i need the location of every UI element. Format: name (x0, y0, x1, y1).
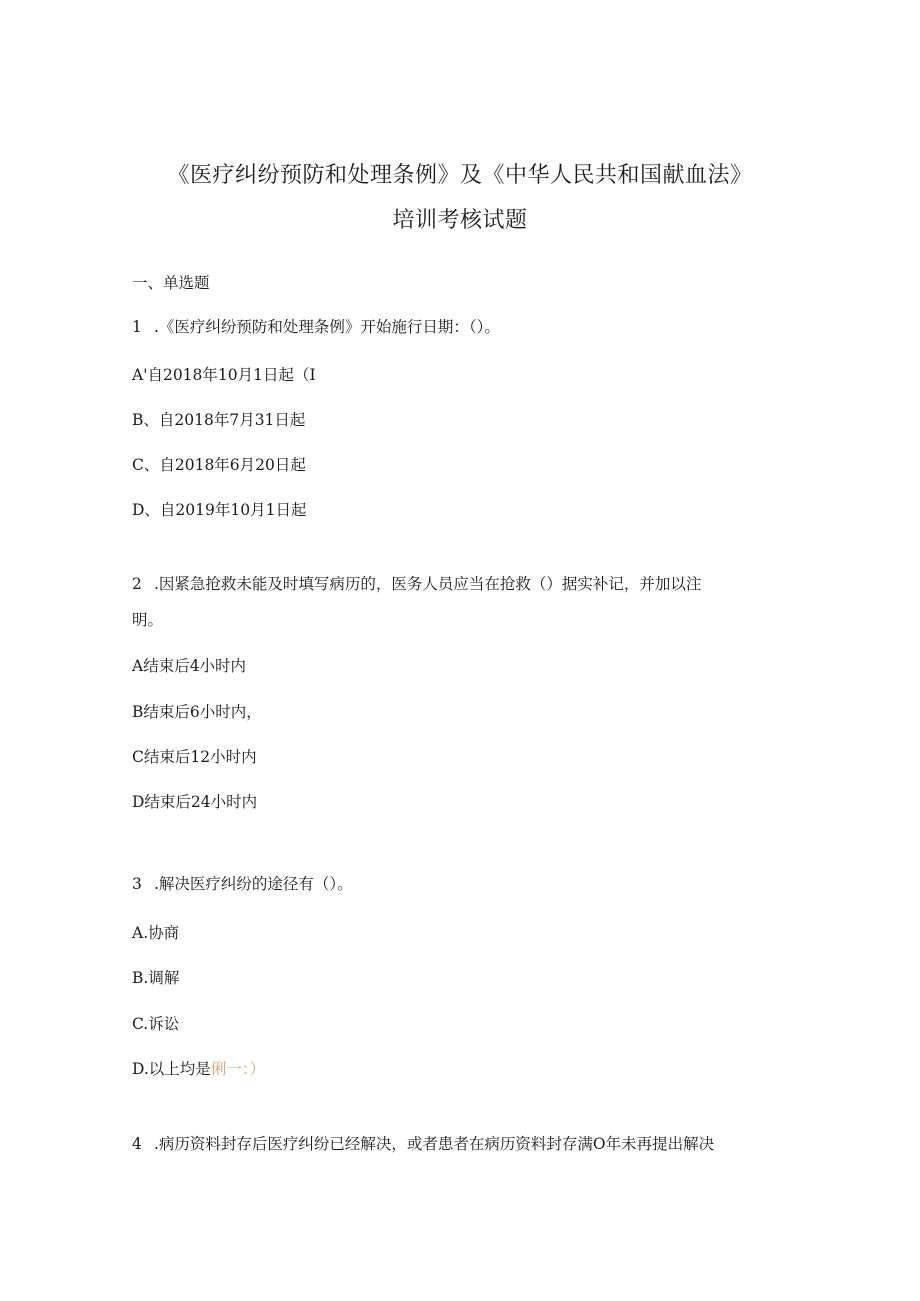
question-number: 2 (132, 575, 142, 593)
question-number: 3 (132, 875, 142, 893)
q3-option-c: C.诉讼 (132, 1015, 180, 1033)
document-subtitle: 培训考核试题 (392, 208, 528, 233)
question-2 (132, 574, 701, 594)
question-text: .病历资料封存后医疗纠纷已经解决，或者患者在病历资料封存满O年未再提出解决 (154, 1135, 715, 1153)
q1-option-b: B、自2018年7月31日起 (132, 411, 306, 429)
q1-option-d: D、自2019年10月1日起 (132, 501, 307, 519)
option-text: D.以上均是 (132, 1060, 211, 1078)
q3-option-b: B.调解 (132, 969, 180, 987)
q3-option-a: A.协商 (132, 924, 180, 942)
question-text: .因紧急抢救未能及时填写病历的，医务人员应当在抢救（）据实补记，并加以注 (154, 575, 702, 593)
q1-option-a: A'自2018年10月1日起（I (132, 366, 316, 384)
question-1 (132, 317, 500, 337)
question-number: 4 (132, 1135, 142, 1153)
q2-option-d: D结束后24小时内 (132, 793, 258, 811)
faded-mark: 俐一：） (210, 1060, 266, 1078)
q1-option-c: C、自2018年6月20日起 (132, 456, 306, 474)
question-4 (132, 1134, 714, 1154)
section-heading: 一、单选题 (132, 274, 210, 292)
question-text: .解决医疗纠纷的途径有（）。 (154, 875, 353, 893)
question-3 (132, 874, 353, 894)
question-number: 1 (132, 318, 142, 336)
q2-option-a: A结束后4小时内 (132, 657, 247, 675)
question-2-continuation: 明。 (132, 611, 164, 629)
q3-option-d (132, 1059, 265, 1079)
document-title: 《医疗纠纷预防和处理条例》及《中华人民共和国献血法》 (167, 163, 753, 188)
q2-option-c: C结束后12小时内 (132, 748, 257, 766)
q2-option-b: B结束后6小时内， (132, 703, 262, 721)
question-text: .《医疗纠纷预防和处理条例》开始施行日期：（）。 (154, 318, 500, 336)
